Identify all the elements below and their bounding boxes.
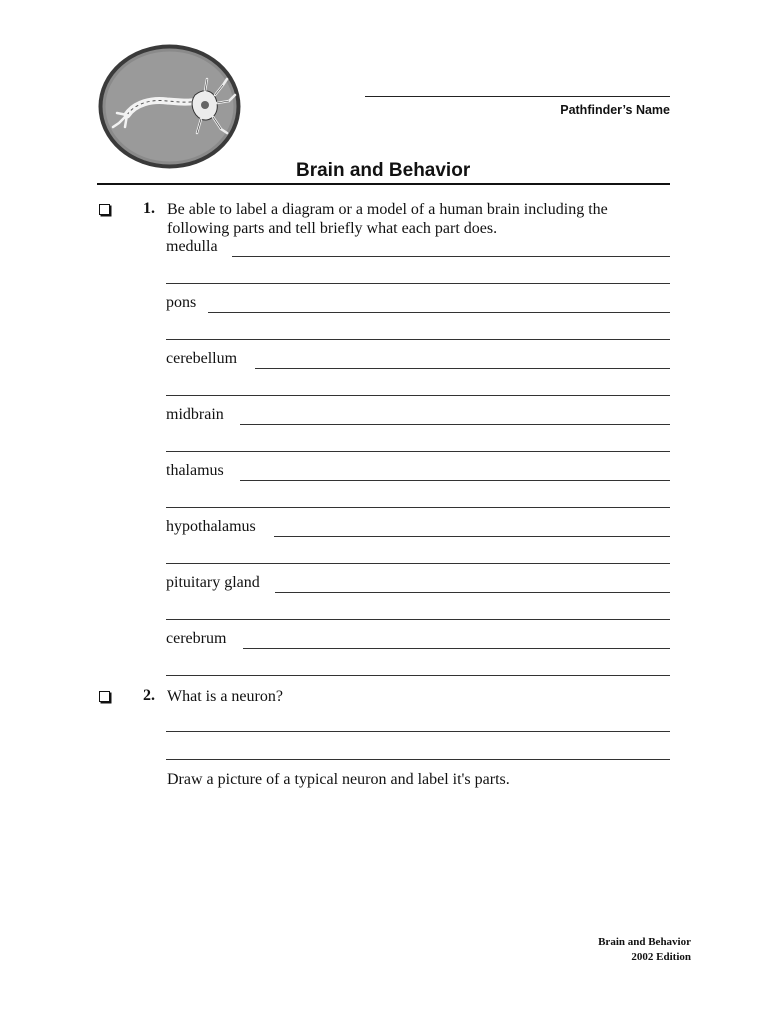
answer-line-midbrain-1[interactable] (240, 424, 670, 425)
part-label-medulla: medulla (166, 238, 222, 256)
answer-line-cerebellum-1[interactable] (255, 368, 670, 369)
answer-line-cerebrum-2[interactable] (166, 675, 670, 676)
part-label-midbrain: midbrain (166, 406, 228, 424)
answer-line-cerebrum-1[interactable] (243, 648, 670, 649)
question-1-text-line1: Be able to label a diagram or a model of a human brain including the (167, 201, 608, 218)
answer-line-cerebellum-2[interactable] (166, 395, 670, 396)
part-label-cerebrum: cerebrum (166, 630, 230, 648)
answer-line-thalamus-2[interactable] (166, 507, 670, 508)
question-2-number: 2. (143, 687, 155, 704)
question-1-number: 1. (143, 200, 155, 217)
answer-line-medulla-1[interactable] (232, 256, 670, 257)
part-label-pons: pons (166, 294, 200, 312)
answer-line-midbrain-2[interactable] (166, 451, 670, 452)
answer-line-thalamus-1[interactable] (240, 480, 670, 481)
footer (598, 935, 691, 965)
answer-line-neuron-1[interactable] (166, 731, 670, 732)
title-rule (97, 183, 670, 185)
draw-neuron-instruction: Draw a picture of a typical neuron and label it's parts. (167, 771, 510, 788)
footer-edition: 2002 Edition (631, 951, 691, 963)
answer-line-neuron-2[interactable] (166, 759, 670, 760)
answer-line-pituitary-gland-1[interactable] (275, 592, 670, 593)
question-2-text: What is a neuron? (167, 688, 283, 705)
neuron-badge-icon (97, 43, 242, 170)
pathfinder-name-label: Pathfinder’s Name (560, 103, 670, 117)
answer-line-pituitary-gland-2[interactable] (166, 619, 670, 620)
question-1-checkbox[interactable] (99, 204, 110, 215)
answer-line-medulla-2[interactable] (166, 283, 670, 284)
answer-line-pons-1[interactable] (208, 312, 670, 313)
page-title: Brain and Behavior (296, 160, 471, 181)
answer-line-hypothalamus-1[interactable] (274, 536, 670, 537)
footer-title: Brain and Behavior (598, 936, 691, 948)
part-label-thalamus: thalamus (166, 462, 228, 480)
pathfinder-name-line[interactable] (365, 96, 670, 97)
question-1-text-line2: following parts and tell briefly what each part does. (167, 220, 498, 237)
answer-line-hypothalamus-2[interactable] (166, 563, 670, 564)
answer-line-pons-2[interactable] (166, 339, 670, 340)
part-label-cerebellum: cerebellum (166, 350, 241, 368)
part-label-hypothalamus: hypothalamus (166, 518, 260, 536)
question-2-checkbox[interactable] (99, 691, 110, 702)
neuron-drawing-area[interactable] (166, 800, 670, 920)
part-label-pituitary-gland: pituitary gland (166, 574, 264, 592)
